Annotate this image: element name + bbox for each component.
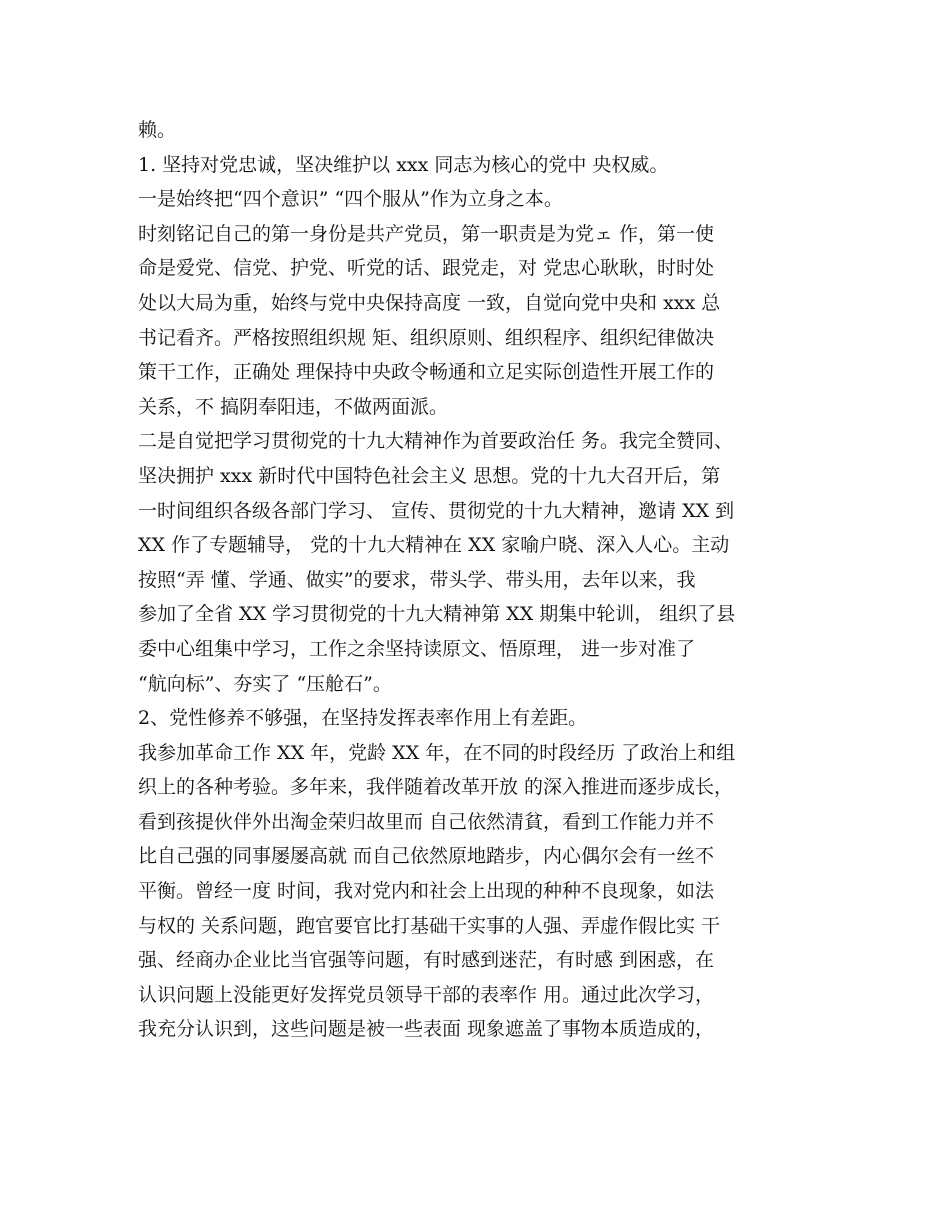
text-line: 时刻铭记自己的第一身份是共产党员，第一职责是为党ェ 作，第一使 — [138, 222, 715, 245]
text-line: 我参加革命工作 XX 年，党龄 XX 年，在不同的时段经历 了政治上和组 — [138, 741, 736, 764]
text-line: 与权的 关系问题，跑官要官比打基础干实事的人强、弄虚作假比实 干 — [138, 914, 721, 937]
text-line: 书记看齐。严格按照组织规 矩、组织原则、组织程序、组织纪律做决 — [138, 326, 715, 349]
text-line: 关系，不 搞阴奉阳违，不做两面派。 — [138, 395, 449, 418]
text-line: 赖。 — [138, 119, 177, 141]
text-line: 强、经商办企业比当官强等问题，有时感到迷茫，有时感 到困惑，在 — [138, 949, 715, 972]
document-body — [138, 113, 838, 1047]
text-line: 处以大局为重，始终与党中央保持高度 一致，自觉向党中央和 xxx 总 — [138, 291, 721, 314]
text-line: 平衡。曾经一度 时间，我对党内和社会上出现的种种不良现象，如法 — [138, 880, 715, 903]
text-line: 命是爱党、信党、护党、听党的话、跟党走，对 党忠心耿耿，时时处 — [138, 257, 715, 280]
text-line: 二是自觉把学习贯彻党的十九大精神作为首要政治任 务。我完全赞同、 — [138, 430, 734, 453]
text-line: 比自己强的同事屡屡高就 而自己依然原地踏步，内心偶尔会有一丝不 — [138, 845, 715, 868]
text-line: 我充分认识到，这些问题是被一些表面 现象遮盖了事物本质造成的， — [138, 1018, 715, 1041]
text-line: 坚决拥护 xxx 新时代中国特色社会主义 思想。党的十九大召开后，第 — [138, 464, 721, 487]
text-line: 一时间组织各级各部门学习、 宣传、贯彻党的十九大精神，邀请 XX 到 — [138, 499, 735, 522]
text-line: 认识问题上没能更好发挥党员领导干部的表率作 用。通过此次学习， — [138, 983, 715, 1006]
text-line: XX 作了专题辅导， 党的十九大精神在 XX 家喻户晓、深入人心。主动 — [138, 534, 730, 557]
text-line: 策干工作，正确处 理保持中央政令畅通和立足实际创造性开展工作的 — [138, 361, 715, 384]
text-line: 2、党性修养不够强，在坚持发挥表率作用上有差距。 — [138, 707, 588, 730]
text-line: 1. 坚持对党忠诚，坚决维护以 xxx 同志为核心的党中 央权威。 — [138, 153, 669, 176]
text-line: 按照“弄 懂、学通、做实”的要求，带头学、带头用，去年以来，我 — [138, 568, 696, 591]
text-line: 织上的各种考验。多年来，我伴随着改革开放 的深入推进而逐步成长， — [138, 776, 734, 799]
text-line: 参加了全省 XX 学习贯彻党的十九大精神第 XX 期集中轮训， 组织了县 — [138, 603, 736, 626]
text-line: 委中心组集中学习，工作之余坚持读原文、悟原理， 进一步对准了 — [138, 637, 696, 660]
text-line: “航向标”、夯实了 “压舱石”。 — [138, 672, 392, 695]
text-line: 一是始终把“四个意识” “四个服从”作为立身之本。 — [138, 188, 563, 211]
text-line: 看到孩提伙伴外出淘金荣归故里而 自己依然清貧，看到工作能力并不 — [138, 810, 715, 833]
